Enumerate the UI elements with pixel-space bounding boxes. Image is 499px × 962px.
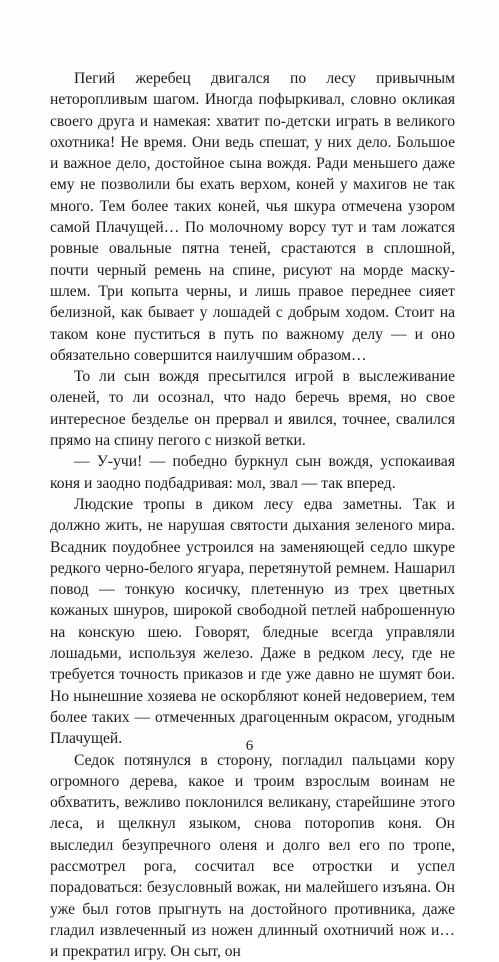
page-number: 6: [0, 738, 499, 755]
body-text: [50, 68, 455, 962]
paragraph: — У-учи! — победно буркнул сын вождя, успокаивая коня и заодно подбадривая: мол, звал — так вперед.: [50, 451, 455, 494]
paragraph: Седок потянулся в сторону, погладил пальцами кору огромного дерева, какое и троим взрослым воинам не обхватить, вежливо поклонился великану, старейшине этого леса, и щелкнул языком, снова поторопив коня. Он выследил безупречного оленя и долго вел его по тропе, рассмотрел рога, сосчитал все отростки и успел порадоваться: безусловный вожак, ни малейшего изъяна. Он уже был готов прыгнуть на достойного противника, даже гладил извлеченный из ножен длинный охотничий нож и… и прекратил игру. Он сыт, он: [50, 750, 455, 962]
paragraph: Пегий жеребец двигался по лесу привычным неторопливым шагом. Иногда пофыркивал, словно окликая своего друга и намекая: хватит по-детски играть в великого охотника! Не время. Они ведь спешат, у них дело. Большое и важное дело, достойное сына вождя. Ради меньшего даже ему не позволили бы ехать верхом, коней у махигов не так много. Тем более таких коней, чья шкура отмечена узором самой Плачущей… По молочному ворсу тут и там ложатся ровные овальные пятна теней, срастаются в сплошной, почти черный ремень на спине, рисуют на морде маску-шлем. Три копыта черны, и лишь правое переднее сияет белизной, как бывает у лошадей с добрым ходом. Стоит на таком коне пуститься в путь по важному делу — и оно обязательно совершится наилучшим образом…: [50, 68, 455, 366]
paragraph: Людские тропы в диком лесу едва заметны. Так и должно жить, не нарушая святости дыхания зеленого мира. Всадник поудобнее устроился на заменяющей седло шкуре редкого черно-белого ягуара, перетянутой ремнем. Нашарил повод — тонкую косичку, плетенную из трех цветных кожаных шнуров, широкой свободной петлей наброшенную на конскую шею. Говорят, бледные всегда управляли лошадьми, используя железо. Даже в редком лесу, где не требуется точность приказов и где уже давно не шумят бои. Но нынешние хозяева не оскорбляют коней недоверием, тем более таких — отмеченных драгоценным окрасом, угодным Плачущей.: [50, 494, 455, 750]
paragraph: То ли сын вождя пресытился игрой в выслеживание оленей, то ли осознал, что надо беречь время, но свое интересное безделье он прервал и явился, точнее, свалился прямо на спину пегого с низкой ветки.: [50, 366, 455, 451]
